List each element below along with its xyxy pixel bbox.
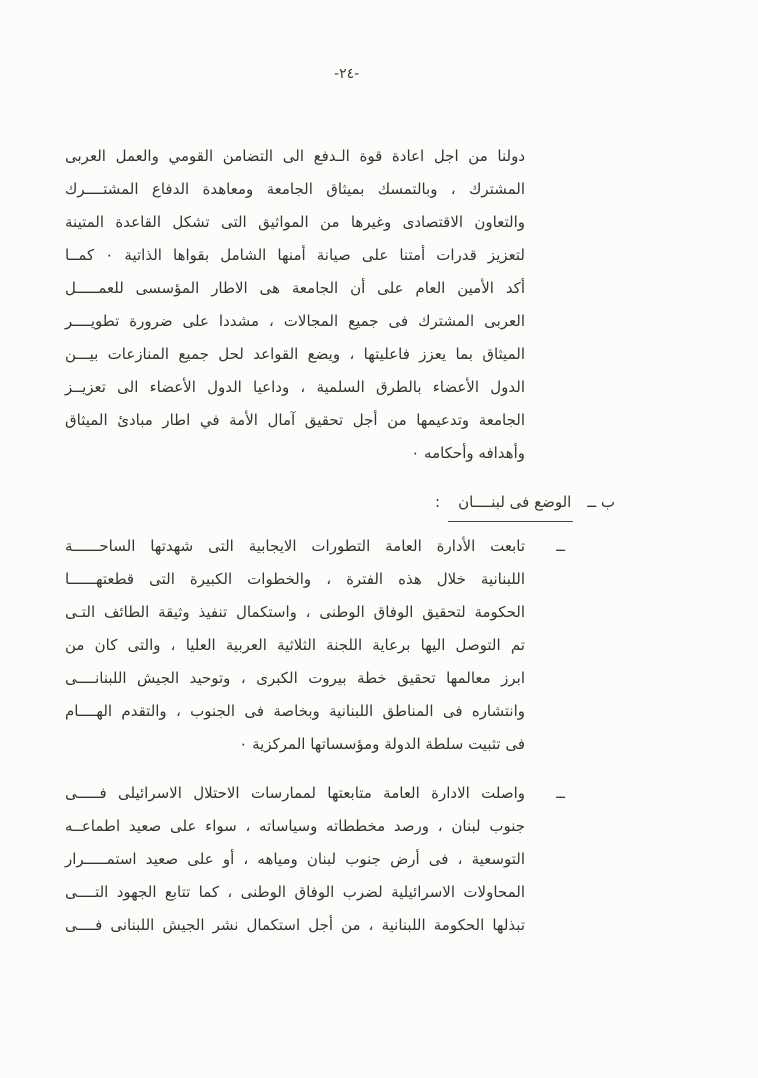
bullet-dash-icon: ــ: [556, 537, 565, 555]
text-line: أكد الأمين العام على أن الجامعة هى الاطار المؤسسى للعمـــــل: [65, 279, 525, 297]
section-heading: [435, 487, 615, 522]
text-line: وانتشاره فى المناطق اللبنانية وبخاصة فى الجنوب ، والتقدم الهــــام: [65, 702, 525, 720]
section-heading-title: الوضع فى لبنــــان: [448, 487, 573, 522]
text-line: العربى المشترك فى جميع المجالات ، مشددا على ضرورة تطويــــر: [65, 312, 525, 330]
text-line: وأهدافه وأحكامه ٠: [411, 444, 525, 462]
text-line: المشترك ، وبالتمسك بميثاق الجامعة ومعاهدة الدفاع المشتــــرك: [65, 180, 525, 198]
text-line: الدول الأعضاء بالطرق السلمية ، وداعيا الدول الأعضاء الى تعزيــز: [65, 378, 525, 396]
page-number: -٢٤-: [334, 66, 360, 82]
text-line: دولنا من اجل اعادة قوة الـدفع الى التضامن القومي والعمل العربى: [65, 147, 525, 165]
section-heading-marker: ب ــ: [587, 493, 615, 511]
bullet-text: [65, 777, 525, 942]
text-line: اللبنانية خلال هذه الفترة ، والخطوات الكبيرة التى قطعتهــــــا: [65, 570, 525, 588]
text-line: تابعت الأدارة العامة التطورات الايجابية التى شهدتها الساحــــــة: [65, 537, 525, 555]
bullet-dash-icon: ــ: [556, 784, 565, 802]
bullet-paragraph-israeli-occupation: [65, 777, 565, 942]
text-line: الحكومة لتحقيق الوفاق الوطنى ، واستكمال تنفيذ وثيقة الطائف التـى: [65, 603, 525, 621]
text-line: الميثاق بما يعزز فاعليتها ، ويضع القواعد لحل جميع المنازعات بيـــن: [65, 345, 525, 363]
text-line: تبذلها الحكومة اللبنانية ، من أجل استكمال نشر الجيش اللبنانى فــــى: [65, 916, 525, 934]
text-line: والتعاون الاقتصادى وغيرها من المواثيق التى تشكل القاعدة المتينة: [65, 213, 525, 231]
text-line: فى تثبيت سلطة الدولة ومؤسساتها المركزية ٠: [239, 735, 525, 753]
text-line: ابرز معالمها تحقيق خطة بيروت الكبرى ، وتوحيد الجيش اللبنانــــى: [65, 669, 525, 687]
text-line: تم التوصل اليها برعاية اللجنة الثلاثية العربية العليا ، والتى كان من: [65, 636, 525, 654]
text-line: جنوب لبنان ، ورصد مخططاته وسياساته ، سواء على صعيد اطماعــه: [65, 817, 525, 835]
text-line: التوسعية ، فى أرض جنوب لبنان ومياهه ، أو على صعيد استمـــــرار: [65, 850, 525, 868]
bullet-text: [65, 530, 525, 761]
bullet-paragraph-lebanon-developments: [65, 530, 565, 761]
intro-paragraph: [65, 140, 525, 470]
text-line: لتعزيز قدرات أمتنا على صيانة أمنها الشامل بقواها الذاتية ٠ كمــا: [65, 246, 525, 264]
section-heading-colon: :: [435, 493, 441, 511]
text-line: المحاولات الاسرائيلية لضرب الوفاق الوطنى ، كما تتابع الجهود التــــى: [65, 883, 525, 901]
text-line: واصلت الادارة العامة متابعتها لممارسات الاحتلال الاسرائيلى فـــــى: [65, 784, 525, 802]
text-line: الجامعة وتدعيمها من أجل تحقيق آمال الأمة في اطار مبادئ الميثاق: [65, 411, 525, 429]
